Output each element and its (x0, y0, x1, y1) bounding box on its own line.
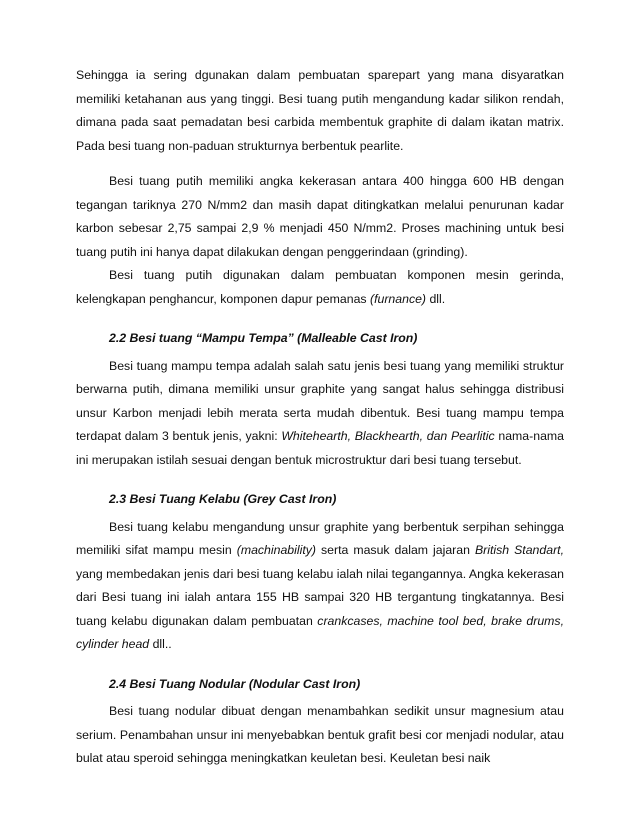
text-run: yang membedakan jenis dari besi tuang kelabu ialah nilai tegangannya. Angka kekerasan dari Besi tuang ini ialah antara 155 HB sampai 320 HB tergantung tingkatannya. Besi tuang kelabu digunakan dalam pembuatan (76, 566, 564, 628)
text-run: Besi tuang kelabu mengandung unsur graphite yang berbentuk serpihan sehingga memiliki sifat mampu mesin (76, 519, 564, 557)
italic-text-run: British Standart, (474, 543, 564, 557)
text-run: Besi tuang mampu tempa adalah salah satu jenis besi tuang yang memiliki struktur berwarna putih, dimana memiliki unsur graphite yang sangat halus sehingga distribusi unsur Karbon menjadi lebih merata serta mudah dibentuk. Besi tuang mampu tempa terdapat dalam 3 bentuk jenis, yakni: (76, 358, 564, 443)
heading-grey-cast-iron: 2.3 Besi Tuang Kelabu (Grey Cast Iron) (109, 492, 337, 506)
italic-text-run: (furnance) (369, 291, 427, 306)
text-run: Sehingga ia sering dgunakan dalam pembuatan sparepart yang mana disyaratkan memiliki ketahanan aus yang tinggi. Besi tuang putih mengandung kadar silikon rendah, dimana pada saat pemadatan besi carbida membentuk graphite di dalam ikatan matrix. Pada besi tuang non-paduan strukturnya berbentuk pearlite. (76, 68, 564, 153)
heading-malleable-cast-iron: 2.2 Besi tuang “Mampu Tempa” (Malleable Cast Iron) (109, 331, 418, 345)
heading-nodular-cast-iron: 2.4 Besi Tuang Nodular (Nodular Cast Iron) (109, 676, 361, 691)
paragraph-white-iron-uses (76, 264, 564, 311)
text-run: dll.. (149, 637, 172, 651)
italic-text-run: crankcases, machine tool bed, brake drums, cylinder head (76, 613, 564, 651)
paragraph-nodular-cast-iron (76, 700, 564, 771)
text-run: Besi tuang putih digunakan dalam pembuatan komponen mesin gerinda, kelengkapan penghancur, komponen dapur pemanas (76, 268, 564, 306)
text-run: dll. (426, 291, 446, 306)
text-run: serta masuk dalam jajaran (316, 543, 475, 557)
text-run: Besi tuang nodular dibuat dengan menambahkan sedikit unsur magnesium atau serium. Penambahan unsur ini menyebabkan bentuk grafit besi cor menjadi nodular, atau bulat atau speroid sehingga meningkatkan keuletan besi. Keuletan besi naik (76, 704, 564, 765)
text-run: nama-nama ini merupakan istilah sesuai dengan bentuk microstruktur dari besi tuang tersebut. (76, 429, 564, 467)
italic-text-run: Whitehearth, Blackhearth, dan Pearlitic (281, 429, 495, 443)
text-run: Besi tuang putih memiliki angka kekerasan antara 400 hingga 600 HB dengan tegangan tariknya 270 N/mm2 dan masih dapat ditingkatkan melalui penurunan kadar karbon sebesar 2,75 sampai 2,9 % menjadi 450 N/mm2. Proses machining untuk besi tuang putih ini hanya dapat dilakukan dengan penggerindaan (grinding). (76, 174, 564, 259)
paragraph-white-iron-intro (76, 64, 564, 158)
paragraph-white-iron-hardness (76, 170, 564, 264)
document-page (76, 64, 564, 771)
paragraph-grey-cast-iron (76, 516, 564, 657)
italic-text-run: (machinability) (236, 543, 317, 557)
paragraph-malleable-cast-iron (76, 355, 564, 473)
